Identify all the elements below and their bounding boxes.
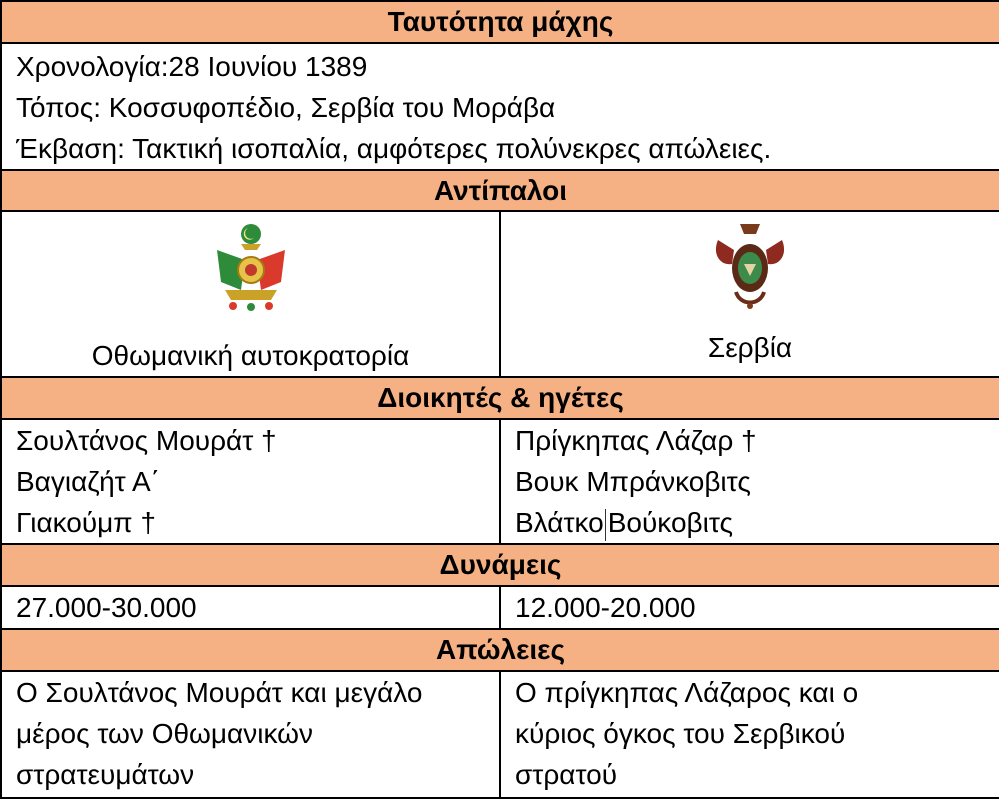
section-header-forces: Δυνάμεις	[1, 544, 999, 586]
commander-left-3: Γιακούμπ †	[16, 507, 156, 538]
battle-outcome: Έκβαση: Τακτική ισοπαλία, αμφότερες πολύνεκρες απώλειες.	[16, 133, 772, 164]
commanders-right-cell	[500, 419, 999, 544]
commander-right-1: Πρίγκηπας Λάζαρ †	[515, 425, 757, 456]
forces-left-cell	[1, 586, 500, 629]
commanders-left-cell	[1, 419, 500, 544]
forces-right: 12.000-20.000	[515, 592, 696, 623]
commander-left-1: Σουλτάνος Μουράτ †	[16, 425, 277, 456]
losses-left-line-2: μέρος των Οθωμανικών	[16, 718, 313, 749]
losses-right-line-1: Ο πρίγκηπας Λάζαρος και ο	[515, 677, 859, 708]
commander-right-3-first: Βλάτκο	[515, 507, 604, 538]
losses-right-line-3: στρατού	[515, 759, 618, 790]
ottoman-coat-of-arms-icon	[2, 220, 499, 312]
commander-left-2: Βαγιαζήτ Α΄	[16, 466, 160, 497]
forces-right-cell	[500, 586, 999, 629]
losses-left-cell	[1, 671, 500, 798]
battle-place: Τόπος: Κοσσυφοπέδιο, Σερβία του Μοράβα	[16, 92, 556, 123]
losses-left-line-1: Ο Σουλτάνος Μουράτ και μεγάλο	[16, 677, 423, 708]
opponent-right-name: Σερβία	[707, 332, 793, 363]
commander-right-3	[515, 502, 985, 543]
section-header-opponents: Αντίπαλοι	[1, 170, 999, 211]
opponent-left-cell	[1, 211, 500, 377]
forces-left: 27.000-30.000	[16, 592, 197, 623]
section-header-commanders: Διοικητές & ηγέτες	[1, 377, 999, 419]
opponent-left-name: Οθωμανική αυτοκρατορία	[91, 340, 410, 371]
commander-right-2: Βουκ Μπράνκοβιτς	[515, 466, 751, 497]
text-cursor-separator	[605, 509, 606, 541]
losses-right-line-2: κύριος όγκος του Σερβικού	[515, 718, 846, 749]
section-header-identity: Ταυτότητα μάχης	[1, 1, 999, 43]
identity-cell	[1, 43, 999, 170]
commander-right-3-second: Βούκοβιτς	[607, 507, 734, 538]
losses-right-cell	[500, 671, 999, 798]
battle-date: Χρονολογία:28 Ιουνίου 1389	[16, 51, 368, 82]
opponent-right-cell	[500, 211, 999, 377]
section-header-losses: Απώλειες	[1, 629, 999, 671]
serbian-coat-of-arms-icon	[501, 220, 999, 312]
losses-left-line-3: στρατευμάτων	[16, 759, 195, 790]
